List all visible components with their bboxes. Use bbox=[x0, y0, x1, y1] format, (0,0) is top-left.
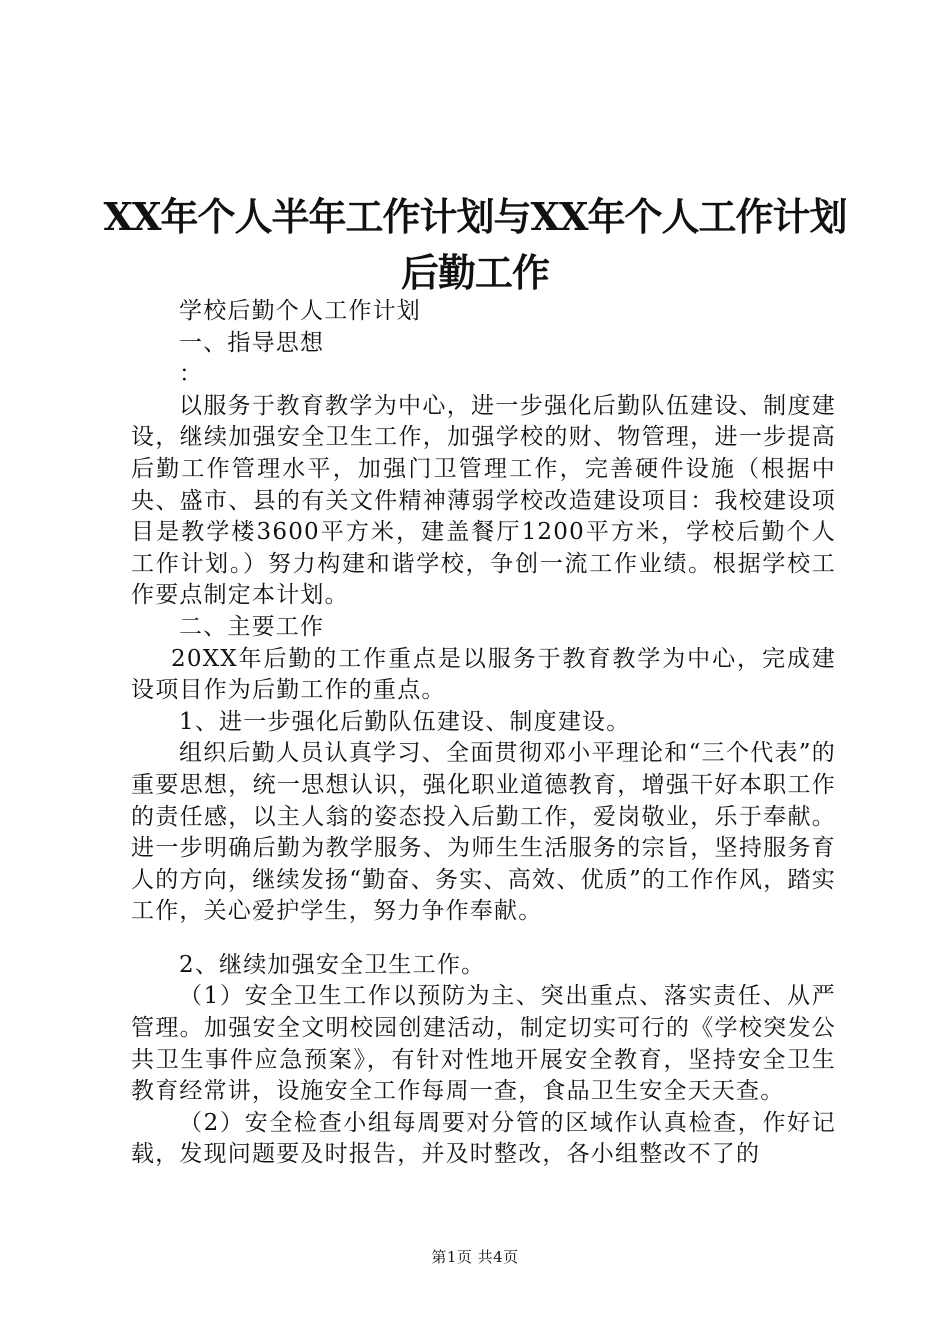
paragraph-gap bbox=[131, 928, 836, 950]
document-title-line-2: 后勤工作 bbox=[400, 250, 549, 295]
subsection-heading-2: 2、继续加强安全卫生工作。 bbox=[179, 951, 486, 978]
paragraph-team-building: 组织后勤人员认真学习、全面贯彻邓小平理论和“三个代表”的重要思想，统一思想认识，强化职业道德教育，增强干好本职工作的责任感，以主人翁的姿态投入后勤工作，爱岗敬业，乐于奉献。进一步明确后勤为教学服务、为师生生活服务的宗旨，坚持服务育人的方向，继续发扬“勤奋、务实、高效、优质”的工作作风，踏实工作，关心爱护学生，努力争作奉献。 bbox=[131, 740, 836, 925]
document-body bbox=[131, 296, 836, 1171]
paragraph-safety-2: （2）安全检查小组每周要对分管的区域作认真检查，作好记载，发现问题要及时报告，并及时整改，各小组整改不了的 bbox=[131, 1109, 836, 1168]
page-number-footer: 第1页 共4页 bbox=[431, 1248, 519, 1266]
paragraph-colon: ： bbox=[179, 361, 204, 388]
section-heading-1: 一、指导思想 bbox=[179, 329, 325, 356]
subsection-heading-1: 1、进一步强化后勤队伍建设、制度建设。 bbox=[179, 708, 631, 735]
paragraph-main-work: 20XX年后勤的工作重点是以服务于教育教学为中心，完成建设项目作为后勤工作的重点。 bbox=[131, 645, 836, 704]
paragraph-subtitle: 学校后勤个人工作计划 bbox=[179, 298, 421, 324]
document-title-line-1: XX年个人半年工作计划与XX年个人工作计划 bbox=[103, 194, 847, 239]
paragraph-guiding-thought: 以服务于教育教学为中心，进一步强化后勤队伍建设、制度建设，继续加强安全卫生工作，加强学校的财、物管理，进一步提高后勤工作管理水平，加强门卫管理工作，完善硬件设施（根据中央、盛市、县的有关文件精神薄弱学校改造建设项目：我校建设项目是教学楼3600平方米，建盖餐厅1200平方米，学校后勤个人工作计划。）努力构建和谐学校，争创一流工作业绩。根据学校工作要点制定本计划。 bbox=[131, 392, 836, 609]
paragraph-safety-1: （1）安全卫生工作以预防为主、突出重点、落实责任、从严管理。加强安全文明校园创建活动，制定切实可行的《学校突发公共卫生事件应急预案》，有针对性地开展安全教育，坚持安全卫生教育经常讲，设施安全工作每周一查，食品卫生安全天天查。 bbox=[131, 983, 836, 1105]
section-heading-2: 二、主要工作 bbox=[179, 613, 325, 640]
